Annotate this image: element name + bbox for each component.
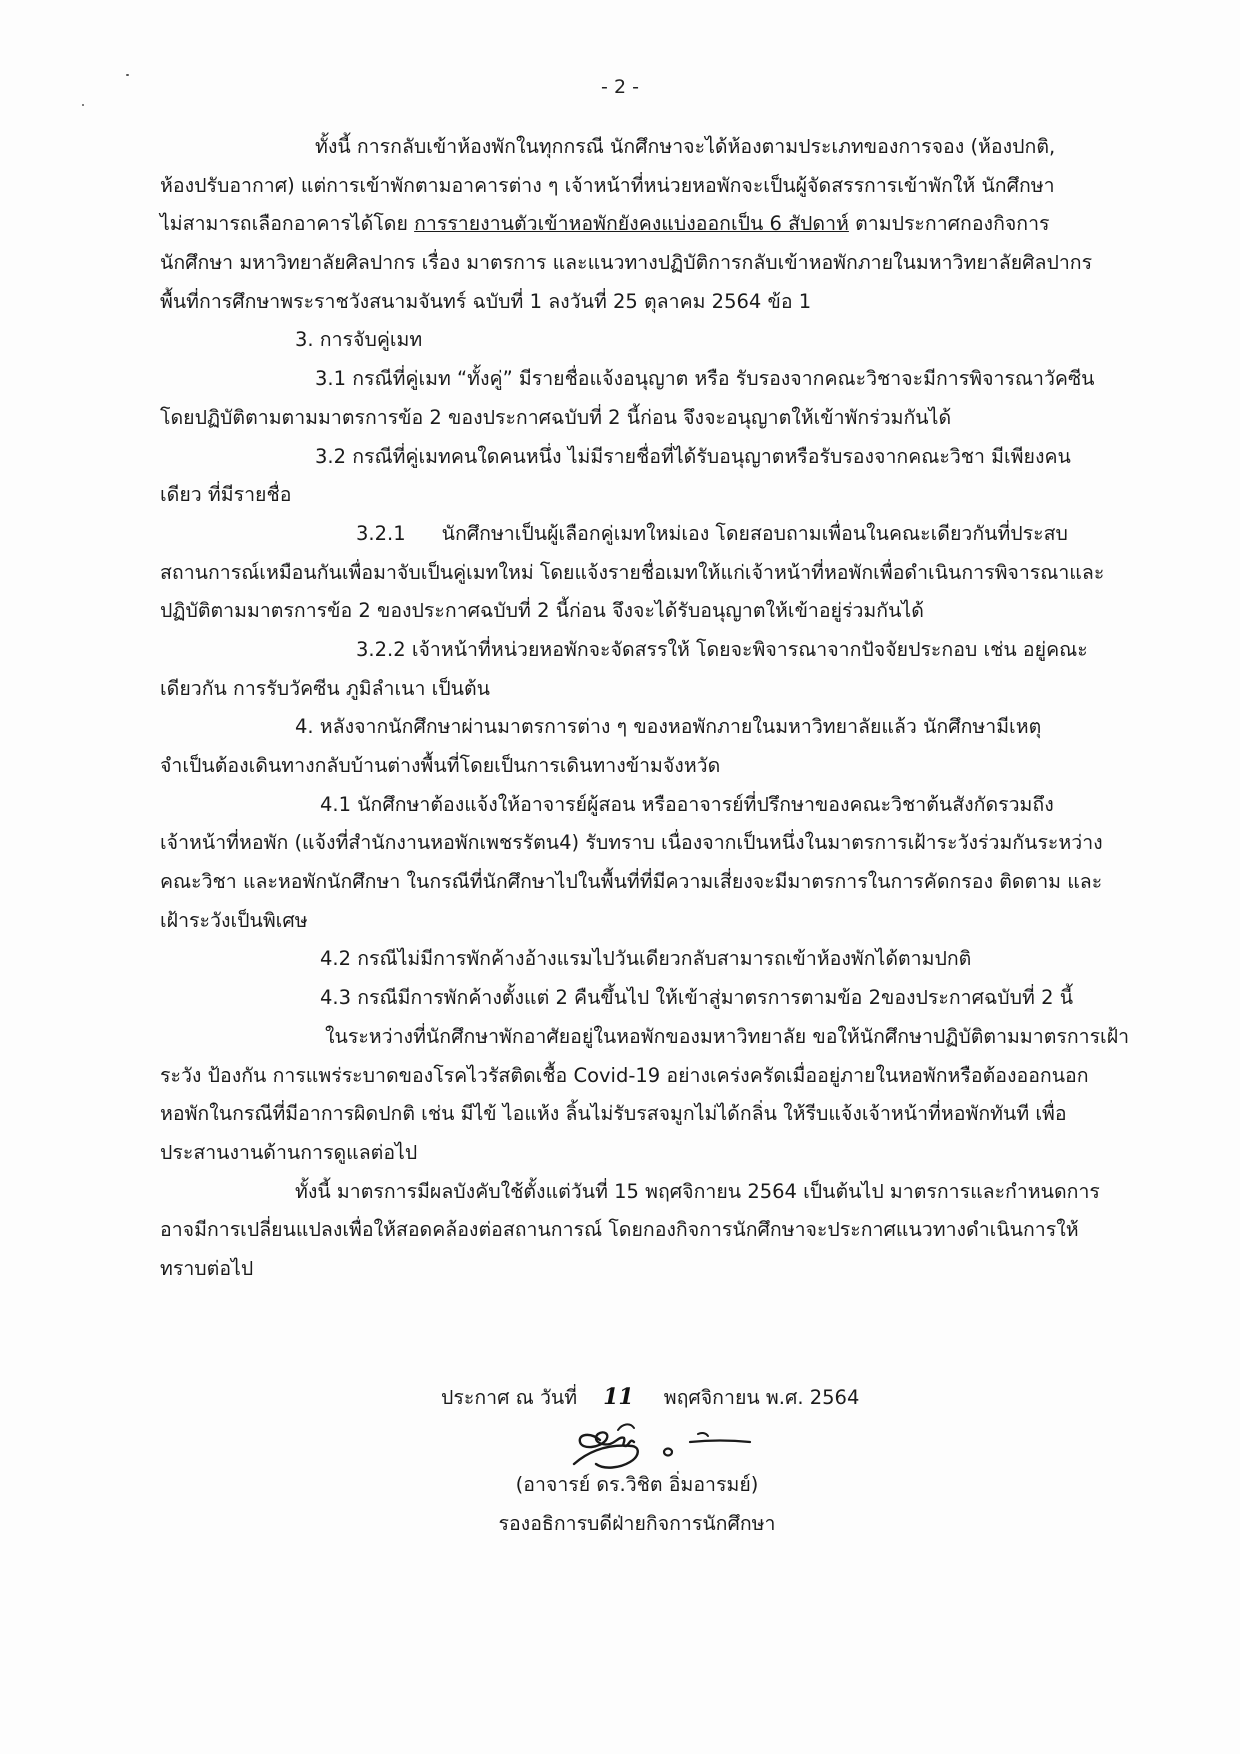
- text-line: เฝ้าระวังเป็นพิเศษ: [160, 908, 308, 932]
- text-line: 3.2.2 เจ้าหน้าที่หน่วยหอพักจะจัดสรรให้ โดยจะพิจารณาจากปัจจัยประกอบ เช่น อยู่คณะ: [356, 637, 1088, 661]
- text-line: ห้องปรับอากาศ) แต่การเข้าพักตามอาคารต่าง ๆ เจ้าหน้าที่หน่วยหอพักจะเป็นผู้จัดสรรการเข้าพักให้ นักศึกษา: [160, 173, 1055, 197]
- text-line: เดียว ที่มีรายชื่อ: [160, 483, 292, 507]
- text-line: ระวัง ป้องกัน การแพร่ระบาดของโรคไวรัสติดเชื้อ Covid-19 อย่างเคร่งครัดเมื่ออยู่ภายในหอพักหรือต้องออกนอก: [160, 1063, 1089, 1087]
- announcement-date: [441, 1382, 859, 1413]
- text-line: จำเป็นต้องเดินทางกลับบ้านต่างพื้นที่โดยเป็นการเดินทางข้ามจังหวัด: [160, 754, 721, 777]
- text-line: [160, 515, 1106, 554]
- text-line: 4. หลังจากนักศึกษาผ่านมาตรการต่าง ๆ ของหอพักภายในมหาวิทยาลัยแล้ว นักศึกษามีเหตุ: [295, 715, 1042, 739]
- text-line: ประสานงานด้านการดูแลต่อไป: [160, 1140, 418, 1164]
- signer-name: (อาจารย์ ดร.วิชิต อิ่มอารมย์): [515, 1473, 759, 1496]
- signer-title: รองอธิการบดีฝ่ายกิจการนักศึกษา: [498, 1512, 776, 1535]
- text-line: โดยปฏิบัติตามตามมาตรการข้อ 2 ของประกาศฉบับที่ 2 นี้ก่อน จึงจะอนุญาตให้เข้าพักร่วมกันได้: [160, 405, 952, 429]
- text-line: ทั้งนี้ การกลับเข้าห้องพักในทุกกรณี นักศึกษาจะได้ห้องตามประเภทของการจอง (ห้องปกติ,: [315, 135, 1056, 158]
- text-line: [160, 205, 1106, 244]
- item-number: 3.2.1: [356, 521, 406, 545]
- scan-speck: [82, 104, 84, 106]
- text-line: 3.1 กรณีที่คู่เมท “ทั้งคู่” มีรายชื่อแจ้งอนุญาต หรือ รับรองจากคณะวิชาจะมีการพิจารณาวัคซีน: [315, 367, 1095, 391]
- text-line: นักศึกษา มหาวิทยาลัยศิลปากร เรื่อง มาตรการ และแนวทางปฏิบัติการกลับเข้าหอพักภายในมหาวิทยาลัยศิลปากร: [160, 251, 1093, 275]
- date-prefix: ประกาศ ณ วันที่: [441, 1386, 578, 1409]
- text-line: 3.2 กรณีที่คู่เมทคนใดคนหนึ่ง ไม่มีรายชื่อที่ได้รับอนุญาตหรือรับรองจากคณะวิชา มีเพียงคน: [315, 444, 1071, 468]
- text-line: หอพักในกรณีที่มีอาการผิดปกติ เช่น มีไข้ ไอแห้ง ลิ้นไม่รับรสจมูกไม่ได้กลิ่น ให้รีบแจ้งเจ้าหน้าที่หอพักทันที เพื่อ: [160, 1102, 1067, 1126]
- text-line: อาจมีการเปลี่ยนแปลงเพื่อให้สอดคล้องต่อสถานการณ์ โดยกองกิจการนักศึกษาจะประกาศแนวทางดำเนินการให้: [160, 1218, 1079, 1242]
- section-heading: 3. การจับคู่เมท: [295, 328, 423, 352]
- text-line: 4.1 นักศึกษาต้องแจ้งให้อาจารย์ผู้สอน หรืออาจารย์ที่ปรึกษาของคณะวิชาต้นสังกัดรวมถึง: [320, 792, 1054, 816]
- text-line: ปฏิบัติตามมาตรการข้อ 2 ของประกาศฉบับที่ 2 นี้ก่อน จึงจะได้รับอนุญาตให้เข้าอยู่ร่วมกันได้: [160, 599, 924, 623]
- text-line: 4.2 กรณีไม่มีการพักค้างอ้างแรมไปวันเดียวกลับสามารถเข้าห้องพักได้ตามปกติ: [320, 947, 972, 971]
- text-line: พื้นที่การศึกษาพระราชวังสนามจันทร์ ฉบับที่ 1 ลงวันที่ 25 ตุลาคม 2564 ข้อ 1: [160, 289, 812, 313]
- text-fragment: นักศึกษาเป็นผู้เลือกคู่เมทใหม่เอง โดยสอบถามเพื่อนในคณะเดียวกันที่ประสบ: [441, 521, 1068, 545]
- text-line: ทราบต่อไป: [160, 1256, 254, 1280]
- document-body: [160, 128, 1130, 1289]
- text-fragment: ตามประกาศกองกิจการ: [848, 212, 1050, 236]
- text-line: สถานการณ์เหมือนกันเพื่อมาจับเป็นคู่เมทใหม่ โดยแจ้งรายชื่อเมทให้แก่เจ้าหน้าที่หอพักเพื่อดำเนินการพิจารณาและ: [160, 560, 1105, 584]
- text-line: เจ้าหน้าที่หอพัก (แจ้งที่สำนักงานหอพักเพชรรัตน4) รับทราบ เนื่องจากเป็นหนึ่งในมาตรการเฝ้าระวังร่วมกันระหว่าง: [160, 831, 1103, 855]
- handwritten-day: 11: [603, 1384, 634, 1410]
- page-number: - 2 -: [601, 76, 639, 98]
- date-suffix: พฤศจิกายน พ.ศ. 2564: [663, 1386, 860, 1409]
- underlined-text: การรายงานตัวเข้าหอพักยังคงแบ่งออกเป็น 6 สัปดาห์: [414, 212, 849, 236]
- text-fragment: ไม่สามารถเลือกอาคารได้โดย: [160, 212, 415, 236]
- text-line: เดียวกัน การรับวัคซีน ภูมิลำเนา เป็นต้น: [160, 676, 490, 700]
- text-line: คณะวิชา และหอพักนักศึกษา ในกรณีที่นักศึกษาไปในพื้นที่ที่มีความเสี่ยงจะมีมาตรการในการคัดกรอง ติดตาม และ: [160, 870, 1103, 894]
- text-line: 4.3 กรณีมีการพักค้างตั้งแต่ 2 คืนขึ้นไป ให้เข้าสู่มาตรการตามข้อ 2ของประกาศฉบับที่ 2 นี้: [320, 986, 1074, 1010]
- text-line: ทั้งนี้ มาตรการมีผลบังคับใช้ตั้งแต่วันที่ 15 พฤศจิกายน 2564 เป็นต้นไป มาตรการและกำหนดการ: [295, 1179, 1100, 1203]
- text-line: ในระหว่างที่นักศึกษาพักอาศัยอยู่ในหอพักของมหาวิทยาลัย ขอให้นักศึกษาปฏิบัติตามมาตรการเฝ้า: [325, 1024, 1130, 1048]
